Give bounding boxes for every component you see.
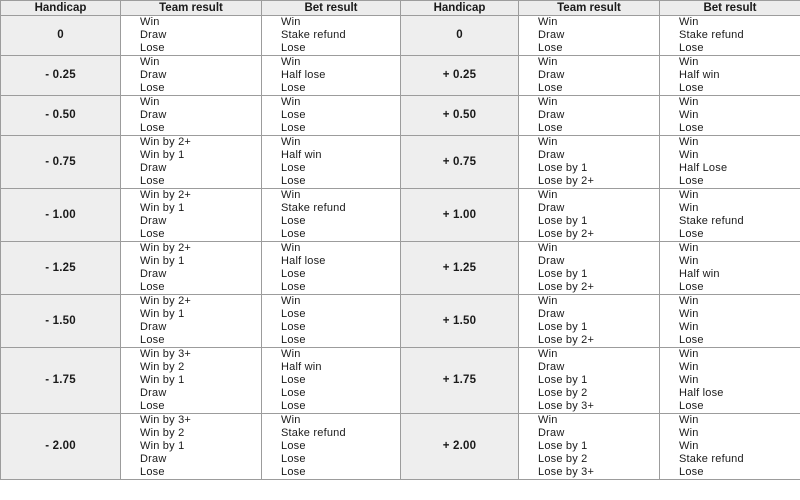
table-row: [1, 96, 800, 110]
handicap-right-cell: + 1.50: [401, 295, 519, 348]
table-row: [1, 255, 800, 268]
bet-result-left-cell: Half win: [262, 361, 401, 374]
table-row: [1, 466, 800, 480]
team-result-right-cell: Lose by 3+: [519, 466, 660, 480]
bet-result-left-cell: Win: [262, 56, 401, 70]
table-row: [1, 387, 800, 400]
bet-result-left-cell: Stake refund: [262, 29, 401, 42]
bet-result-left-cell: Lose: [262, 109, 401, 122]
table-row: [1, 334, 800, 348]
team-result-right-cell: Draw: [519, 109, 660, 122]
handicap-left-cell: - 0.25: [1, 56, 121, 96]
bet-result-right-cell: Half lose: [660, 387, 800, 400]
bet-result-left-cell: Lose: [262, 440, 401, 453]
team-result-right-cell: Win: [519, 56, 660, 70]
table-row: [1, 29, 800, 42]
handicap-right-cell: + 2.00: [401, 414, 519, 480]
team-result-right-cell: Lose by 3+: [519, 400, 660, 414]
team-result-left-cell: Draw: [121, 387, 262, 400]
table-row: [1, 361, 800, 374]
handicap-right-cell: + 1.75: [401, 348, 519, 414]
bet-result-left-cell: Lose: [262, 321, 401, 334]
bet-result-left-cell: Half lose: [262, 255, 401, 268]
table-row: [1, 308, 800, 321]
table-row: [1, 228, 800, 242]
handicap-left-cell: - 1.75: [1, 348, 121, 414]
table-row: [1, 400, 800, 414]
handicap-right-cell: + 0.25: [401, 56, 519, 96]
bet-result-right-cell: Win: [660, 202, 800, 215]
team-result-right-cell: Lose by 2+: [519, 175, 660, 189]
table-row: [1, 348, 800, 362]
team-result-left-cell: Lose: [121, 122, 262, 136]
table-body: [1, 16, 800, 480]
handicap-left-cell: - 1.25: [1, 242, 121, 295]
team-result-right-cell: Lose by 1: [519, 268, 660, 281]
team-result-left-cell: Lose: [121, 228, 262, 242]
team-result-left-cell: Win by 2+: [121, 189, 262, 203]
table-row: [1, 175, 800, 189]
team-result-right-cell: Lose: [519, 82, 660, 96]
table-row: [1, 69, 800, 82]
header-team-result-right: Team result: [519, 1, 660, 16]
team-result-right-cell: Win: [519, 189, 660, 203]
team-result-left-cell: Draw: [121, 215, 262, 228]
team-result-left-cell: Win: [121, 96, 262, 110]
team-result-right-cell: Win: [519, 242, 660, 256]
team-result-left-cell: Draw: [121, 109, 262, 122]
header-bet-result-left: Bet result: [262, 1, 401, 16]
bet-result-left-cell: Win: [262, 136, 401, 150]
team-result-right-cell: Win: [519, 16, 660, 30]
bet-result-left-cell: Half lose: [262, 69, 401, 82]
team-result-right-cell: Lose by 2+: [519, 228, 660, 242]
team-result-left-cell: Lose: [121, 400, 262, 414]
handicap-right-cell: 0: [401, 16, 519, 56]
bet-result-left-cell: Stake refund: [262, 427, 401, 440]
team-result-left-cell: Win by 2+: [121, 242, 262, 256]
bet-result-right-cell: Win: [660, 96, 800, 110]
team-result-left-cell: Draw: [121, 268, 262, 281]
table-row: [1, 453, 800, 466]
bet-result-left-cell: Lose: [262, 122, 401, 136]
team-result-left-cell: Win by 2: [121, 427, 262, 440]
bet-result-right-cell: Lose: [660, 400, 800, 414]
bet-result-right-cell: Stake refund: [660, 215, 800, 228]
team-result-left-cell: Win by 3+: [121, 348, 262, 362]
table-row: [1, 42, 800, 56]
team-result-left-cell: Draw: [121, 321, 262, 334]
handicap-right-cell: + 1.00: [401, 189, 519, 242]
bet-result-right-cell: Win: [660, 414, 800, 428]
team-result-left-cell: Lose: [121, 82, 262, 96]
bet-result-right-cell: Win: [660, 255, 800, 268]
team-result-left-cell: Draw: [121, 453, 262, 466]
team-result-right-cell: Lose by 1: [519, 162, 660, 175]
handicap-right-cell: + 0.50: [401, 96, 519, 136]
bet-result-right-cell: Lose: [660, 466, 800, 480]
team-result-right-cell: Lose by 1: [519, 321, 660, 334]
handicap-left-cell: - 0.75: [1, 136, 121, 189]
bet-result-right-cell: Win: [660, 109, 800, 122]
handicap-right-cell: + 0.75: [401, 136, 519, 189]
bet-result-left-cell: Lose: [262, 268, 401, 281]
bet-result-right-cell: Win: [660, 361, 800, 374]
team-result-right-cell: Lose by 2: [519, 387, 660, 400]
bet-result-left-cell: Win: [262, 295, 401, 309]
bet-result-right-cell: Lose: [660, 281, 800, 295]
bet-result-right-cell: Win: [660, 56, 800, 70]
bet-result-right-cell: Lose: [660, 228, 800, 242]
table-row: [1, 202, 800, 215]
team-result-right-cell: Lose by 1: [519, 440, 660, 453]
team-result-left-cell: Draw: [121, 29, 262, 42]
team-result-right-cell: Win: [519, 414, 660, 428]
team-result-left-cell: Draw: [121, 162, 262, 175]
bet-result-right-cell: Win: [660, 295, 800, 309]
team-result-left-cell: Win: [121, 56, 262, 70]
table-row: [1, 440, 800, 453]
bet-result-left-cell: Lose: [262, 308, 401, 321]
bet-result-right-cell: Win: [660, 440, 800, 453]
bet-result-right-cell: Win: [660, 149, 800, 162]
header-handicap-left: Handicap: [1, 1, 121, 16]
team-result-right-cell: Lose by 2+: [519, 281, 660, 295]
handicap-right-cell: + 1.25: [401, 242, 519, 295]
bet-result-left-cell: Stake refund: [262, 202, 401, 215]
table-row: [1, 215, 800, 228]
team-result-left-cell: Lose: [121, 466, 262, 480]
bet-result-left-cell: Lose: [262, 453, 401, 466]
team-result-right-cell: Win: [519, 96, 660, 110]
table-row: [1, 162, 800, 175]
team-result-left-cell: Lose: [121, 281, 262, 295]
bet-result-right-cell: Win: [660, 16, 800, 30]
team-result-left-cell: Win by 1: [121, 202, 262, 215]
bet-result-left-cell: Win: [262, 348, 401, 362]
team-result-right-cell: Draw: [519, 29, 660, 42]
table-row: [1, 56, 800, 70]
table-row: [1, 109, 800, 122]
bet-result-right-cell: Win: [660, 321, 800, 334]
team-result-left-cell: Win by 1: [121, 440, 262, 453]
team-result-left-cell: Win by 2+: [121, 295, 262, 309]
team-result-left-cell: Lose: [121, 175, 262, 189]
team-result-right-cell: Draw: [519, 202, 660, 215]
bet-result-right-cell: Win: [660, 242, 800, 256]
bet-result-right-cell: Lose: [660, 334, 800, 348]
bet-result-right-cell: Win: [660, 348, 800, 362]
table-row: [1, 295, 800, 309]
team-result-left-cell: Win by 1: [121, 149, 262, 162]
table-row: [1, 82, 800, 96]
team-result-left-cell: Draw: [121, 69, 262, 82]
team-result-right-cell: Lose: [519, 122, 660, 136]
team-result-right-cell: Lose by 2+: [519, 334, 660, 348]
table-row: [1, 189, 800, 203]
table-row: [1, 16, 800, 30]
bet-result-left-cell: Lose: [262, 387, 401, 400]
table-row: [1, 414, 800, 428]
team-result-left-cell: Win by 2+: [121, 136, 262, 150]
team-result-right-cell: Draw: [519, 149, 660, 162]
header-bet-result-right: Bet result: [660, 1, 800, 16]
header-row: [1, 1, 800, 16]
bet-result-left-cell: Lose: [262, 281, 401, 295]
header-team-result-left: Team result: [121, 1, 262, 16]
handicap-left-cell: - 1.00: [1, 189, 121, 242]
team-result-right-cell: Draw: [519, 255, 660, 268]
table-row: [1, 281, 800, 295]
handicap-left-cell: 0: [1, 16, 121, 56]
team-result-left-cell: Win by 1: [121, 308, 262, 321]
bet-result-right-cell: Win: [660, 136, 800, 150]
table-row: [1, 122, 800, 136]
team-result-left-cell: Win: [121, 16, 262, 30]
bet-result-left-cell: Win: [262, 242, 401, 256]
team-result-right-cell: Win: [519, 348, 660, 362]
bet-result-left-cell: Lose: [262, 466, 401, 480]
bet-result-left-cell: Win: [262, 414, 401, 428]
bet-result-left-cell: Lose: [262, 374, 401, 387]
team-result-right-cell: Draw: [519, 427, 660, 440]
bet-result-right-cell: Win: [660, 374, 800, 387]
bet-result-left-cell: Half win: [262, 149, 401, 162]
team-result-right-cell: Win: [519, 295, 660, 309]
bet-result-left-cell: Win: [262, 189, 401, 203]
team-result-right-cell: Lose: [519, 42, 660, 56]
bet-result-right-cell: Lose: [660, 82, 800, 96]
bet-result-right-cell: Stake refund: [660, 29, 800, 42]
bet-result-left-cell: Lose: [262, 334, 401, 348]
bet-result-right-cell: Win: [660, 189, 800, 203]
bet-result-left-cell: Win: [262, 96, 401, 110]
bet-result-right-cell: Half Lose: [660, 162, 800, 175]
bet-result-right-cell: Half win: [660, 69, 800, 82]
team-result-left-cell: Win by 3+: [121, 414, 262, 428]
bet-result-right-cell: Stake refund: [660, 453, 800, 466]
bet-result-left-cell: Lose: [262, 162, 401, 175]
team-result-left-cell: Lose: [121, 334, 262, 348]
bet-result-left-cell: Lose: [262, 42, 401, 56]
team-result-right-cell: Draw: [519, 69, 660, 82]
handicap-left-cell: - 1.50: [1, 295, 121, 348]
table-header: [1, 1, 800, 16]
bet-result-right-cell: Lose: [660, 42, 800, 56]
team-result-right-cell: Lose by 1: [519, 374, 660, 387]
team-result-left-cell: Lose: [121, 42, 262, 56]
bet-result-left-cell: Lose: [262, 400, 401, 414]
handicap-left-cell: - 2.00: [1, 414, 121, 480]
bet-result-right-cell: Win: [660, 427, 800, 440]
table-row: [1, 321, 800, 334]
bet-result-left-cell: Lose: [262, 175, 401, 189]
bet-result-left-cell: Lose: [262, 82, 401, 96]
team-result-left-cell: Win by 1: [121, 374, 262, 387]
table-row: [1, 242, 800, 256]
table-row: [1, 374, 800, 387]
table-row: [1, 136, 800, 150]
team-result-left-cell: Win by 1: [121, 255, 262, 268]
bet-result-right-cell: Half win: [660, 268, 800, 281]
team-result-right-cell: Draw: [519, 361, 660, 374]
team-result-right-cell: Lose by 2: [519, 453, 660, 466]
team-result-right-cell: Lose by 1: [519, 215, 660, 228]
bet-result-left-cell: Lose: [262, 215, 401, 228]
team-result-right-cell: Win: [519, 136, 660, 150]
table-row: [1, 427, 800, 440]
header-handicap-right: Handicap: [401, 1, 519, 16]
bet-result-left-cell: Lose: [262, 228, 401, 242]
table-row: [1, 149, 800, 162]
bet-result-right-cell: Lose: [660, 175, 800, 189]
bet-result-right-cell: Win: [660, 308, 800, 321]
team-result-right-cell: Draw: [519, 308, 660, 321]
table-row: [1, 268, 800, 281]
team-result-left-cell: Win by 2: [121, 361, 262, 374]
bet-result-left-cell: Win: [262, 16, 401, 30]
bet-result-right-cell: Lose: [660, 122, 800, 136]
handicap-left-cell: - 0.50: [1, 96, 121, 136]
